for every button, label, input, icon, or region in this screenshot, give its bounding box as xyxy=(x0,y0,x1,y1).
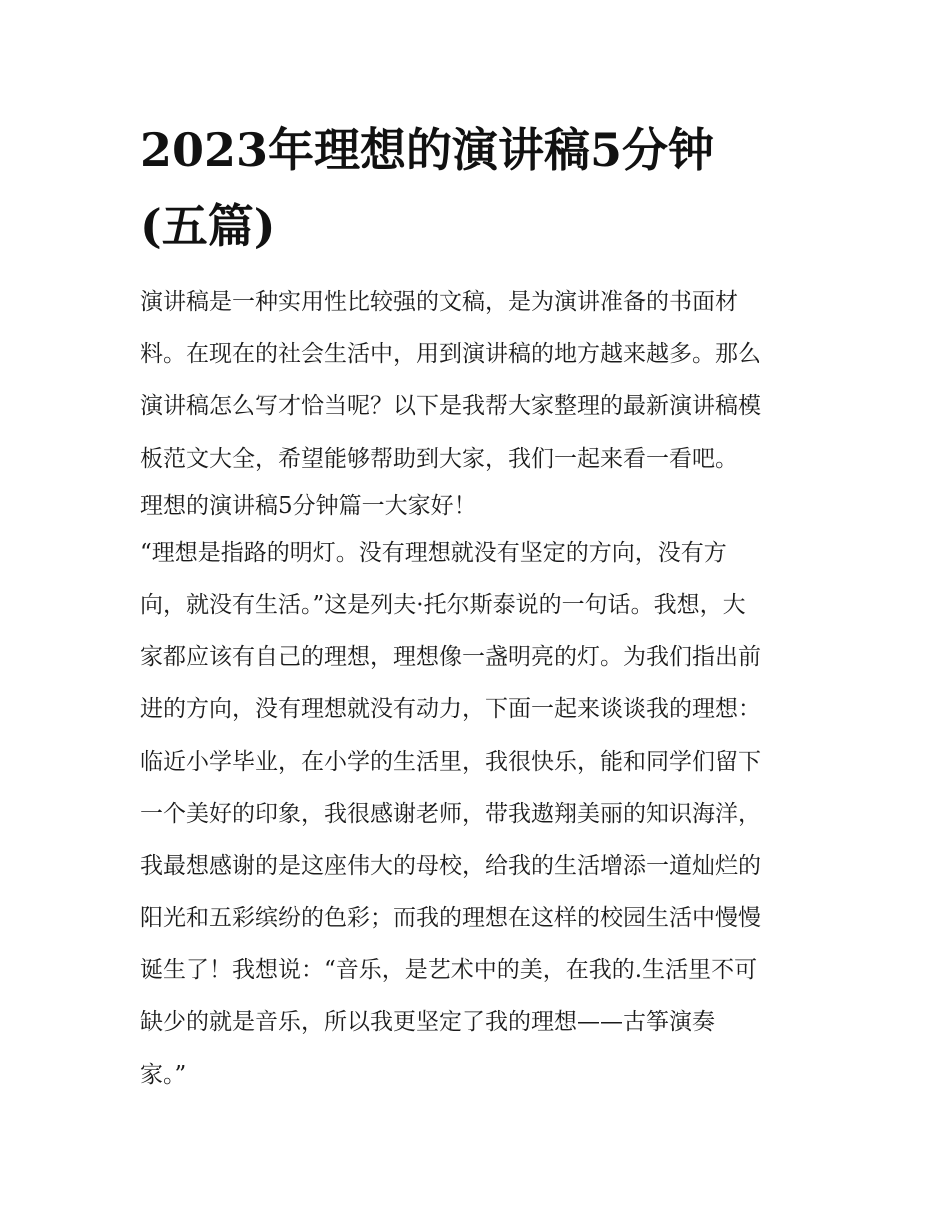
text-line: “理想是指路的明灯。没有理想就没有坚定的方向，没有方 xyxy=(140,539,727,566)
section-heading-paragraph xyxy=(140,485,820,527)
document-title xyxy=(140,112,820,264)
text-line: 一个美好的印象，我很感谢老师，带我遨翔美丽的知识海洋， xyxy=(140,800,761,827)
text-line: 诞生了！我想说：“音乐，是艺术中的美，在我的.生活里不可 xyxy=(140,957,758,984)
text-line: 向，就没有生活。”这是列夫·托尔斯泰说的一句话。我想，大 xyxy=(140,591,746,618)
speech-paragraph xyxy=(140,527,820,1101)
text-line: 我最想感谢的是这座伟大的母校，给我的生活增添一道灿烂的 xyxy=(140,852,761,879)
text-line: 演讲稿是一种实用性比较强的文稿，是为演讲准备的书面材 xyxy=(140,289,738,315)
title-line-2: (五篇) xyxy=(140,199,276,253)
text-line: 演讲稿怎么写才恰当呢？以下是我帮大家整理的最新演讲稿模 xyxy=(140,393,761,420)
title-line-1: 2023年理想的演讲稿5分钟 xyxy=(140,123,715,177)
text-line: 进的方向，没有理想就没有动力，下面一起来谈谈我的理想： xyxy=(140,696,761,723)
text-line: 缺少的就是音乐，所以我更坚定了我的理想——古筝演奏 xyxy=(140,1009,715,1036)
text-line: 理想的演讲稿5分钟篇一大家好！ xyxy=(140,492,477,519)
intro-paragraph xyxy=(140,276,820,485)
text-line: 家都应该有自己的理想，理想像一盏明亮的灯。为我们指出前 xyxy=(140,644,761,671)
document-body xyxy=(140,276,820,1101)
text-line: 阳光和五彩缤纷的色彩；而我的理想在这样的校园生活中慢慢 xyxy=(140,905,761,932)
text-line: 临近小学毕业，在小学的生活里，我很快乐，能和同学们留下 xyxy=(140,748,761,775)
text-line: 板范文大全，希望能够帮助到大家，我们一起来看一看吧。 xyxy=(140,445,738,472)
text-line: 家。” xyxy=(140,1061,187,1088)
text-line: 料。在现在的社会生活中，用到演讲稿的地方越来越多。那么 xyxy=(140,341,761,368)
